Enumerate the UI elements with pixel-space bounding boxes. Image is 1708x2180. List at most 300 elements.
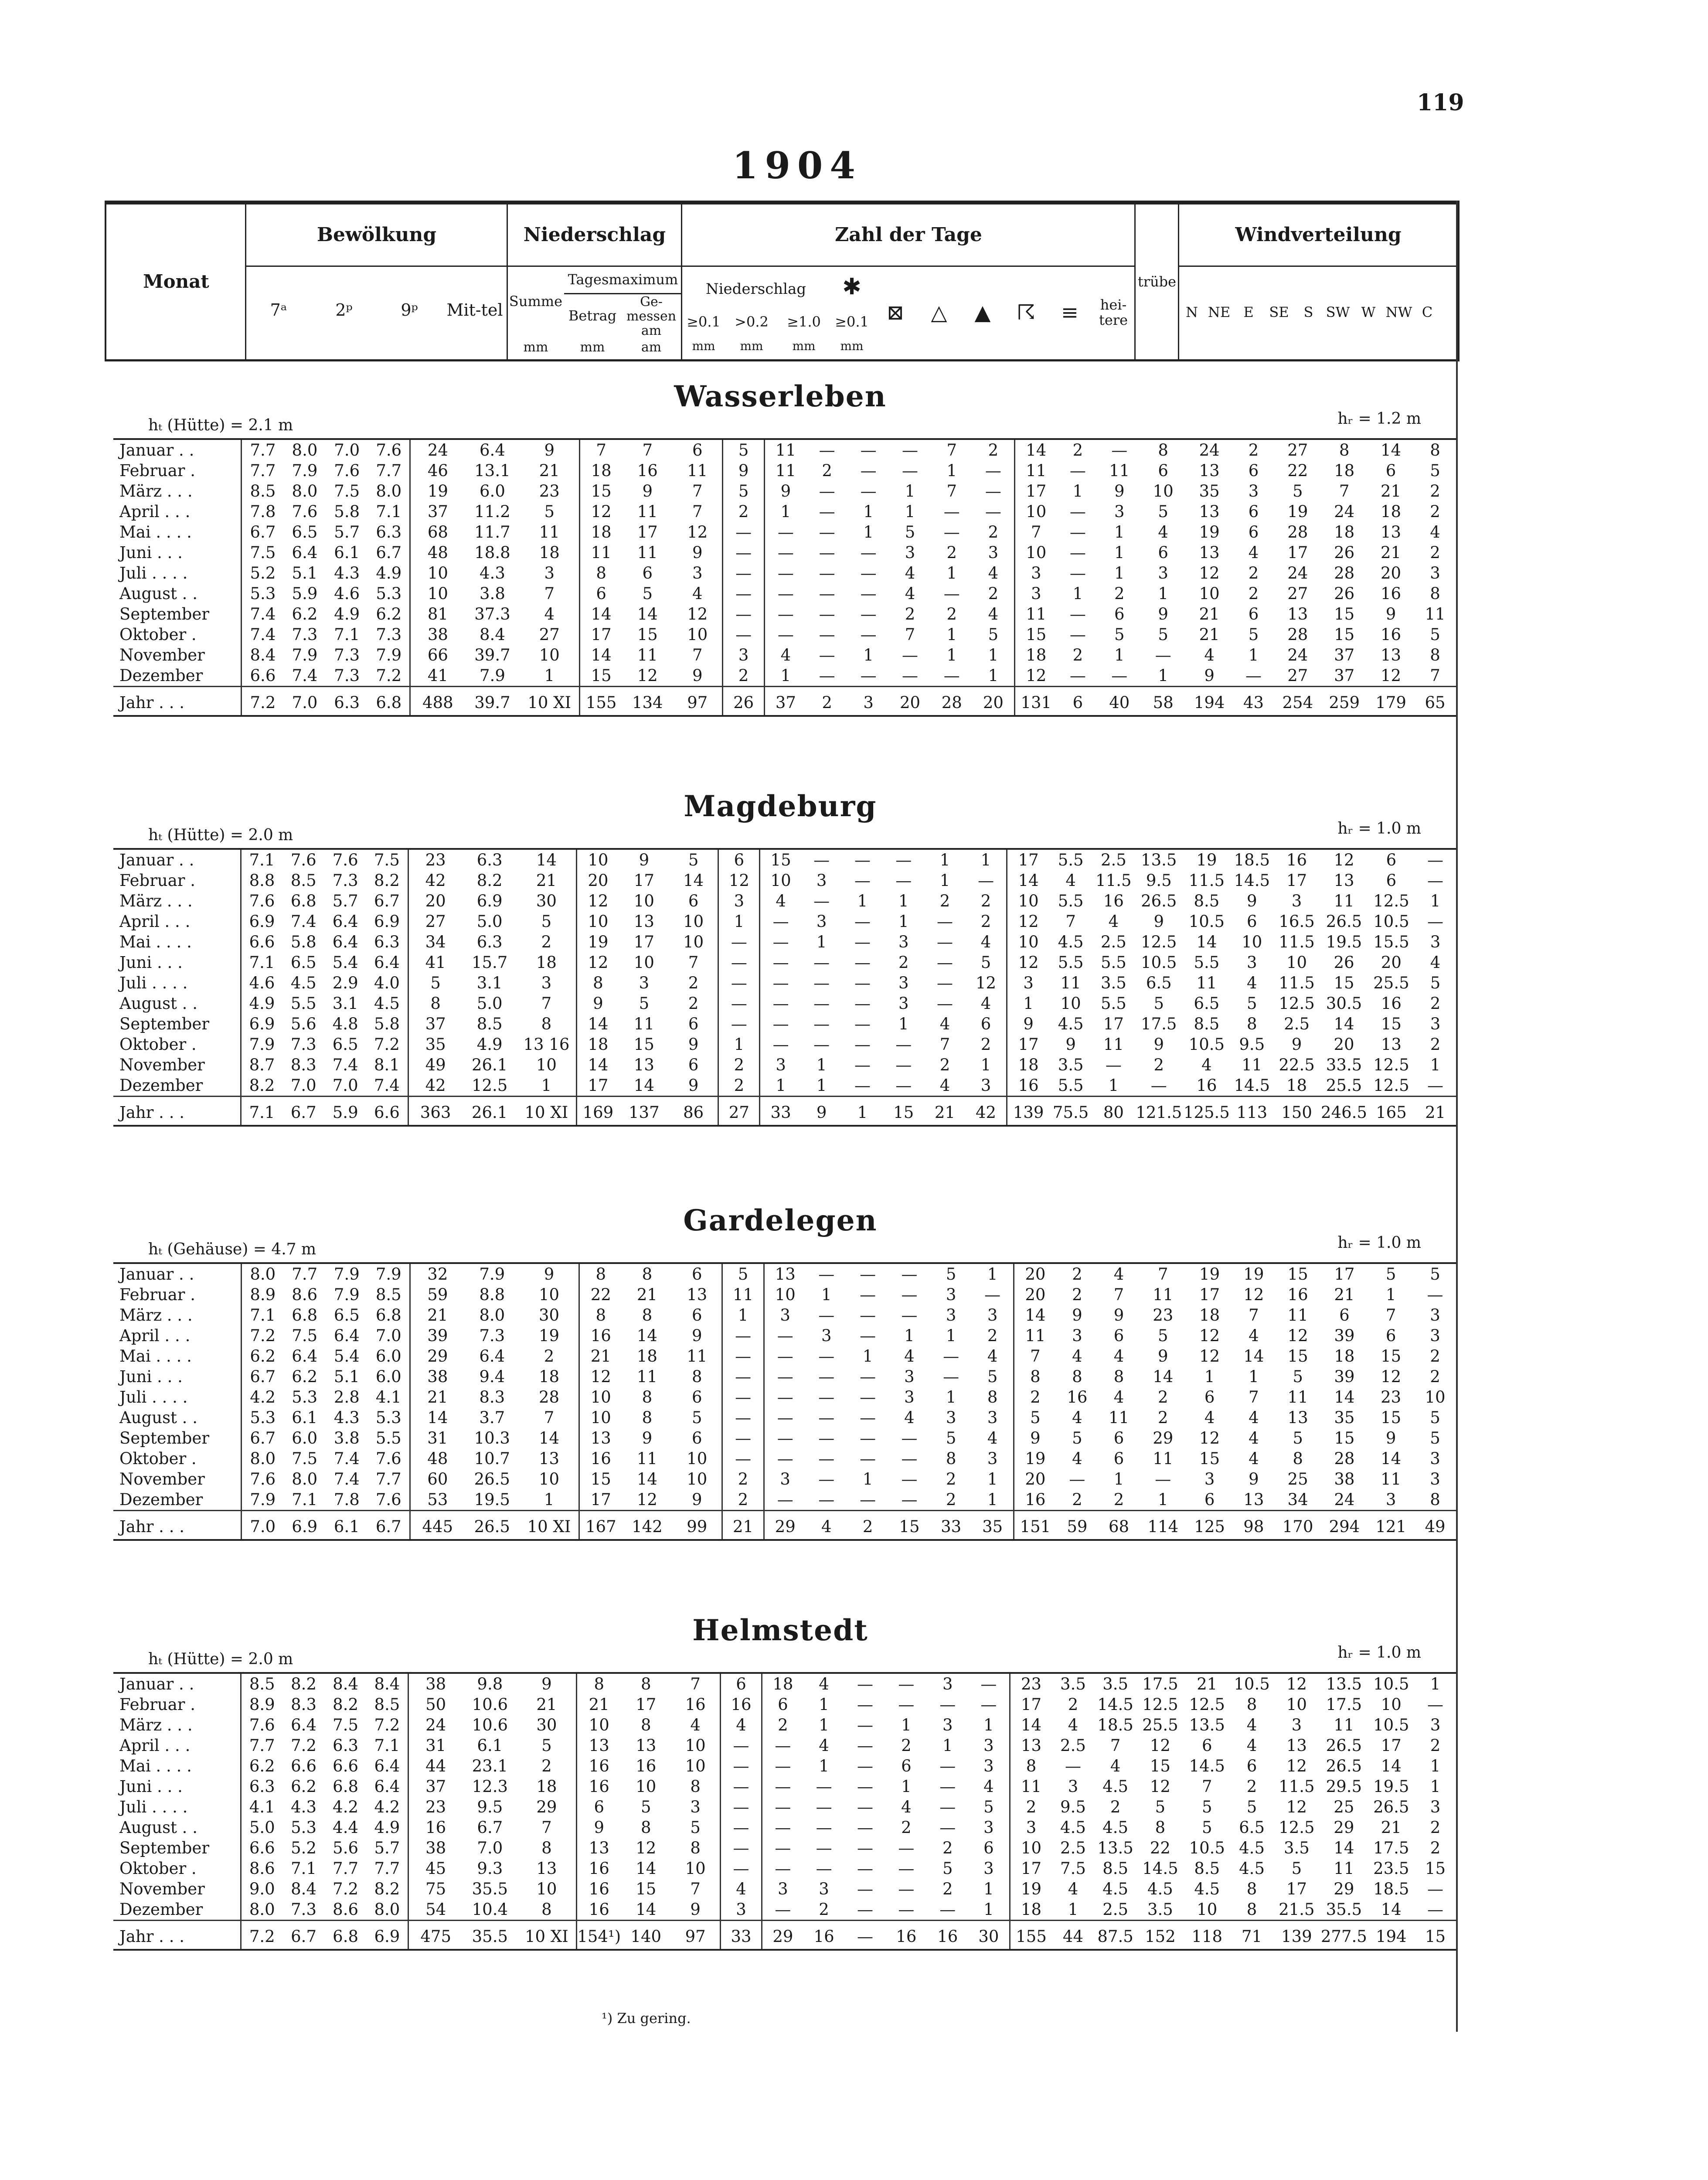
- table-cell: 7.6: [332, 851, 358, 869]
- table-cell: 2.5: [1060, 1736, 1086, 1755]
- table-cell: 3: [1430, 1449, 1440, 1468]
- table-cell: —: [722, 1325, 764, 1346]
- table-cell: 9: [1204, 666, 1215, 685]
- table-cell: 8.3: [290, 1056, 316, 1074]
- table-row: [113, 1448, 1456, 1469]
- table-cell: —: [898, 1859, 915, 1878]
- table-cell: 3: [1248, 482, 1259, 501]
- month-label: Februar .: [113, 870, 241, 891]
- table-cell: 18.8: [474, 543, 510, 562]
- table-cell: —: [777, 543, 794, 562]
- table-cell: 4: [819, 1675, 829, 1693]
- table-cell: 6.5: [333, 1306, 360, 1325]
- table-cell: 10: [1021, 1839, 1042, 1857]
- table-cell: —: [895, 1056, 912, 1074]
- table-cell: 8.0: [292, 1470, 318, 1489]
- table-cell: 14: [1025, 1306, 1046, 1325]
- table-cell: 2: [1430, 1818, 1441, 1837]
- table-cell: 10.5: [1188, 912, 1225, 931]
- column-header: [105, 201, 1460, 361]
- table-cell: 7.1: [241, 1097, 282, 1126]
- table-cell: 1: [905, 502, 915, 521]
- table-cell: —: [943, 502, 960, 521]
- table-cell: 4: [968, 1776, 1010, 1797]
- header-wind-n: N: [1186, 304, 1198, 321]
- table-cell: 8: [1430, 441, 1440, 460]
- table-cell: —: [936, 974, 953, 992]
- table-cell: —: [860, 564, 877, 582]
- table-cell: 7: [1249, 1388, 1259, 1407]
- table-cell: 3: [1158, 564, 1168, 582]
- table-cell: 2: [1114, 584, 1125, 603]
- table-row: [113, 932, 1456, 952]
- table-cell: 10: [1153, 482, 1174, 501]
- table-cell: 18: [517, 952, 577, 973]
- table-cell: —: [895, 871, 912, 890]
- table-cell: —: [816, 1777, 832, 1796]
- table-cell: 6.3: [326, 687, 368, 716]
- table-cell: 17.5: [1142, 1675, 1178, 1693]
- table-cell: 32: [427, 1265, 448, 1284]
- table-cell: —: [720, 1817, 762, 1838]
- table-cell: 10: [669, 911, 718, 932]
- table-cell: —: [968, 1673, 1010, 1694]
- table-cell: 26.1: [463, 1097, 517, 1126]
- table-cell: 4: [1113, 1388, 1124, 1407]
- month-label: Juli . . . .: [113, 563, 242, 583]
- table-cell: 17: [591, 625, 612, 644]
- table-cell: 5: [973, 624, 1014, 645]
- table-cell: 2: [901, 1818, 912, 1837]
- table-cell: —: [775, 1798, 791, 1816]
- table-cell: 5: [723, 481, 765, 501]
- table-cell: 9.5: [1239, 1035, 1265, 1054]
- table-cell: 18: [1334, 1347, 1355, 1366]
- table-cell: 37: [427, 502, 448, 521]
- table-cell: —: [772, 953, 789, 972]
- table-cell: 6: [1248, 461, 1259, 480]
- table-cell: 98: [1233, 1511, 1275, 1540]
- table-cell: 7.0: [477, 1839, 503, 1857]
- table-cell: 13: [1199, 543, 1220, 562]
- table-cell: —: [818, 1470, 835, 1489]
- table-cell: 17: [1103, 1015, 1124, 1033]
- table-cell: 12.5: [1142, 1695, 1178, 1714]
- table-row: [113, 522, 1456, 542]
- table-cell: 259: [1321, 687, 1368, 716]
- table-cell: 3: [816, 912, 827, 931]
- month-label: April . . .: [113, 501, 242, 522]
- table-cell: 9: [1153, 1035, 1164, 1054]
- table-cell: 17: [1199, 1285, 1220, 1304]
- table-cell: —: [902, 666, 918, 685]
- table-cell: 4.4: [333, 1818, 358, 1837]
- table-cell: 7.6: [290, 851, 316, 869]
- table-cell: 113: [1231, 1097, 1273, 1126]
- table-cell: 3: [520, 563, 580, 583]
- table-cell: 29: [1334, 1818, 1354, 1837]
- table-cell: 16: [1196, 1076, 1217, 1095]
- table-cell: 3: [968, 1858, 1010, 1879]
- table-cell: 12.5: [1141, 933, 1177, 951]
- table-cell: 2: [723, 665, 765, 687]
- table-cell: —: [1427, 912, 1444, 931]
- table-cell: —: [898, 1880, 915, 1898]
- table-cell: 37: [425, 1015, 446, 1033]
- table-cell: 1: [780, 502, 791, 521]
- table-cell: —: [857, 1839, 873, 1857]
- table-row: [113, 1817, 1456, 1838]
- table-cell: 11.5: [1279, 1777, 1315, 1796]
- table-cell: 15: [888, 1511, 930, 1540]
- table-cell: 16: [1067, 1388, 1088, 1407]
- table-cell: 12: [637, 666, 658, 685]
- table-row: [113, 849, 1456, 870]
- station-title: Magdeburg: [684, 789, 877, 823]
- table-cell: 9: [520, 1263, 579, 1284]
- table-cell: 25: [1334, 1798, 1354, 1816]
- table-cell: 6.0: [368, 1346, 410, 1366]
- table-cell: 2.5: [1060, 1839, 1086, 1857]
- table-cell: 4: [1113, 1265, 1124, 1284]
- table-cell: 152: [1137, 1921, 1184, 1950]
- table-cell: 9: [642, 482, 653, 501]
- table-cell: 3: [1072, 1326, 1082, 1345]
- table-cell: 4.5: [366, 993, 408, 1014]
- table-cell: 2: [972, 1325, 1014, 1346]
- table-cell: —: [857, 1859, 873, 1878]
- table-cell: 13 16: [517, 1034, 577, 1055]
- table-cell: 65: [1414, 687, 1456, 716]
- table-cell: 19.5: [1326, 933, 1362, 951]
- table-cell: 81: [427, 605, 448, 623]
- table-cell: 16: [1381, 625, 1402, 644]
- table-cell: 42: [425, 1076, 446, 1095]
- table-cell: 4.1: [249, 1798, 275, 1816]
- table-cell: 4.6: [334, 584, 360, 603]
- table-cell: —: [854, 1056, 871, 1074]
- table-cell: 3: [1291, 1716, 1302, 1734]
- table-cell: 23: [1021, 1675, 1042, 1693]
- table-cell: 5.5: [290, 994, 316, 1013]
- table-cell: 7: [1201, 1777, 1212, 1796]
- table-cell: 6.4: [292, 543, 318, 562]
- table-cell: 3: [1031, 584, 1041, 603]
- table-cell: 10: [590, 1388, 611, 1407]
- table-cell: 21: [722, 1511, 764, 1540]
- table-cell: 10.5: [1373, 1716, 1409, 1734]
- table-cell: 7.9: [479, 1265, 505, 1284]
- table-cell: 31: [427, 1429, 448, 1448]
- table-cell: 1: [819, 1716, 829, 1734]
- table-cell: 121: [1368, 1511, 1414, 1540]
- table-cell: 19: [1287, 502, 1308, 521]
- table-cell: 21: [427, 1306, 448, 1325]
- table-cell: 11: [591, 543, 612, 562]
- table-cell: 9: [1385, 605, 1396, 623]
- table-cell: —: [1427, 1880, 1443, 1898]
- table-cell: 13: [1381, 646, 1402, 664]
- table-cell: 4.5: [1194, 1880, 1220, 1898]
- table-cell: 14.5: [1142, 1859, 1178, 1878]
- table-cell: 3: [1023, 974, 1034, 992]
- table-cell: 11: [1026, 605, 1047, 623]
- table-row: [113, 973, 1456, 993]
- table-cell: 14: [1334, 1015, 1354, 1033]
- table-cell: 3: [639, 974, 650, 992]
- table-cell: 5.9: [324, 1097, 366, 1126]
- table-cell: 87.5: [1094, 1921, 1136, 1950]
- table-cell: 7.3: [479, 1326, 505, 1345]
- table-cell: 3: [780, 1306, 790, 1325]
- table-cell: —: [895, 1076, 912, 1095]
- table-cell: 16: [589, 1880, 609, 1898]
- table-row: [113, 1284, 1456, 1305]
- table-cell: 151: [1014, 1511, 1056, 1540]
- table-cell: 7.9: [333, 1265, 360, 1284]
- table-cell: 15: [883, 1097, 924, 1126]
- table-cell: 5.3: [291, 1818, 316, 1837]
- table-cell: 16: [803, 1921, 845, 1950]
- table-cell: 5: [946, 1429, 956, 1448]
- table-row: [113, 583, 1456, 604]
- table-cell: 1: [722, 1305, 764, 1325]
- table-cell: —: [819, 625, 835, 644]
- table-cell: 7.1: [250, 1306, 276, 1325]
- table-cell: 16: [885, 1921, 927, 1950]
- table-cell: —: [943, 1347, 959, 1366]
- table-cell: 15: [1199, 1449, 1220, 1468]
- table-cell: —: [902, 461, 918, 480]
- table-cell: 5: [1430, 974, 1441, 992]
- table-cell: 2: [898, 953, 909, 972]
- table-cell: —: [722, 1387, 764, 1407]
- table-cell: 14: [636, 1859, 657, 1878]
- table-cell: 10.5: [1373, 1675, 1409, 1693]
- table-cell: 7.9: [333, 1285, 360, 1304]
- month-label: September: [113, 1014, 241, 1034]
- table-cell: 24: [1334, 502, 1355, 521]
- table-cell: —: [777, 584, 794, 603]
- table-cell: 35: [1199, 482, 1220, 501]
- table-cell: 11: [673, 460, 722, 481]
- table-cell: 6.1: [334, 543, 360, 562]
- table-cell: 2: [1430, 502, 1440, 521]
- table-cell: 17: [1287, 543, 1308, 562]
- table-cell: 7.4: [290, 912, 316, 931]
- table-cell: 5: [942, 1859, 953, 1878]
- table-cell: 24: [1334, 1490, 1355, 1509]
- table-cell: 8.1: [366, 1055, 408, 1075]
- table-cell: 22: [1150, 1839, 1170, 1857]
- table-cell: —: [1427, 1285, 1443, 1304]
- table-cell: 25.5: [1373, 974, 1409, 992]
- table-cell: 12: [1018, 953, 1039, 972]
- table-cell: 2: [847, 1511, 888, 1540]
- table-cell: 16: [1381, 994, 1402, 1013]
- table-cell: 18: [1018, 1056, 1039, 1074]
- month-label: Juli . . . .: [113, 1387, 242, 1407]
- table-cell: 12: [1287, 1326, 1308, 1345]
- table-cell: 15: [1381, 1408, 1402, 1427]
- table-cell: 26: [1334, 584, 1355, 603]
- table-cell: 35.5: [1326, 1900, 1362, 1919]
- table-cell: 9: [1291, 1035, 1302, 1054]
- table-cell: 97: [673, 687, 722, 716]
- header-hail-icon: ⊠: [886, 300, 905, 325]
- table-cell: 48: [427, 543, 448, 562]
- table-cell: 7.2: [366, 1034, 408, 1055]
- table-cell: 3: [968, 1735, 1010, 1756]
- table-cell: 9: [1114, 482, 1125, 501]
- table-cell: 10.7: [474, 1449, 510, 1468]
- table-cell: 19.5: [1373, 1777, 1409, 1796]
- header-nied-ge10: ≥1.0: [787, 313, 821, 330]
- table-cell: 2: [1246, 1777, 1257, 1796]
- table-cell: —: [857, 1736, 873, 1755]
- month-label: April . . .: [113, 911, 241, 932]
- table-cell: 16: [637, 461, 658, 480]
- table-cell: 6.6: [249, 1839, 275, 1857]
- table-cell: 9: [1113, 1306, 1124, 1325]
- table-cell: 26.5: [1326, 912, 1362, 931]
- table-cell: 7.2: [291, 1736, 316, 1755]
- table-cell: 13.5: [1141, 851, 1177, 869]
- table-cell: —: [1069, 605, 1086, 623]
- table-cell: 15: [591, 666, 612, 685]
- table-cell: 25.5: [1326, 1076, 1362, 1095]
- table-cell: 11: [520, 522, 580, 542]
- table-cell: 16: [590, 1449, 611, 1468]
- month-label: März . . .: [113, 891, 241, 911]
- table-cell: 29: [427, 1347, 448, 1366]
- table-cell: 13.5: [1326, 1675, 1362, 1693]
- table-cell: 6: [594, 1798, 604, 1816]
- table-cell: 11: [637, 646, 658, 664]
- table-cell: 4.2: [367, 1797, 408, 1817]
- month-label: November: [113, 1879, 241, 1899]
- table-cell: —: [860, 1265, 876, 1284]
- table-cell: 3: [1430, 564, 1440, 582]
- table-cell: 26.5: [1326, 1736, 1362, 1755]
- table-cell: —: [972, 1284, 1014, 1305]
- table-cell: 7.2: [367, 1715, 408, 1735]
- table-cell: —: [1069, 666, 1086, 685]
- table-cell: 8: [642, 1265, 653, 1284]
- table-cell: 14: [1243, 1347, 1264, 1366]
- table-cell: 8: [595, 1306, 606, 1325]
- table-cell: 4: [1248, 543, 1259, 562]
- table-cell: 19.5: [474, 1490, 510, 1509]
- table-cell: 15: [636, 1880, 657, 1898]
- table-cell: 6.4: [332, 912, 358, 931]
- table-cell: 7.6: [334, 461, 360, 480]
- table-cell: 41: [427, 666, 448, 685]
- table-cell: 30: [517, 1715, 577, 1735]
- table-cell: 6: [1114, 605, 1125, 623]
- table-cell: —: [860, 482, 877, 501]
- table-cell: 9: [723, 460, 765, 481]
- table-cell: —: [936, 933, 953, 951]
- table-cell: 4.9: [476, 1035, 503, 1054]
- table-cell: 3: [1430, 933, 1441, 951]
- table-cell: —: [1069, 564, 1086, 582]
- table-cell: 4.8: [332, 1015, 358, 1033]
- table-cell: 5: [1385, 1265, 1396, 1284]
- table-cell: 16: [589, 1859, 609, 1878]
- table-cell: 12: [1026, 666, 1047, 685]
- table-cell: 49: [425, 1056, 446, 1074]
- table-cell: 12: [1286, 1675, 1307, 1693]
- table-cell: 19: [520, 1325, 579, 1346]
- table-cell: 6.1: [326, 1511, 368, 1540]
- table-cell: 21: [589, 1695, 609, 1714]
- table-cell: —: [943, 1367, 959, 1386]
- table-cell: 4.5: [1060, 1818, 1086, 1837]
- table-cell: 194: [1186, 687, 1233, 716]
- table-cell: 11: [1021, 1777, 1042, 1796]
- table-cell: 15: [1334, 1429, 1355, 1448]
- table-cell: 6.4: [366, 952, 408, 973]
- table-cell: 8: [1030, 1367, 1041, 1386]
- table-cell: 5.5: [1058, 1076, 1084, 1095]
- table-cell: 27: [520, 624, 580, 645]
- table-cell: 8: [594, 1675, 604, 1693]
- table-cell: 4.5: [1239, 1859, 1265, 1878]
- table-cell: 6.1: [477, 1736, 503, 1755]
- month-label: November: [113, 645, 242, 665]
- header-heitere: hei-tere: [1099, 296, 1128, 328]
- table-cell: 3: [723, 645, 765, 665]
- table-cell: 1: [966, 1055, 1007, 1075]
- table-cell: 10: [1018, 933, 1039, 951]
- right-border: [1456, 201, 1458, 2032]
- table-cell: 7.7: [249, 1736, 275, 1755]
- table-cell: 6: [720, 1673, 762, 1694]
- year-row: [113, 1921, 1456, 1950]
- table-cell: 1: [816, 1056, 827, 1074]
- table-cell: 2: [1158, 1408, 1168, 1427]
- table-cell: 1: [816, 933, 827, 951]
- table-cell: —: [722, 1448, 764, 1469]
- table-cell: 4.2: [250, 1388, 276, 1407]
- table-cell: 9: [642, 1429, 653, 1448]
- table-cell: —: [860, 1388, 876, 1407]
- table-cell: 125.5: [1183, 1097, 1231, 1126]
- table-cell: 8.4: [333, 1675, 358, 1693]
- table-cell: 2: [723, 501, 765, 522]
- table-cell: 15: [1334, 974, 1354, 992]
- table-cell: 3: [942, 1675, 953, 1693]
- table-row: [113, 665, 1456, 687]
- table-cell: —: [777, 1449, 793, 1468]
- table-cell: 3: [776, 1056, 786, 1074]
- table-cell: 5: [1247, 994, 1257, 1013]
- table-cell: 10: [588, 912, 609, 931]
- table-cell: 1: [939, 871, 950, 890]
- table-cell: —: [860, 1429, 876, 1448]
- table-cell: 5: [1246, 1798, 1257, 1816]
- table-cell: 12: [636, 1490, 657, 1509]
- table-cell: 15: [1415, 1921, 1456, 1950]
- table-cell: —: [772, 994, 789, 1013]
- table-cell: 8.7: [249, 1056, 275, 1074]
- table-cell: 39: [427, 1326, 448, 1345]
- table-cell: 5: [671, 1817, 720, 1838]
- table-cell: 8: [1293, 1449, 1303, 1468]
- table-cell: —: [818, 1388, 835, 1407]
- table-cell: 21: [1381, 1818, 1402, 1837]
